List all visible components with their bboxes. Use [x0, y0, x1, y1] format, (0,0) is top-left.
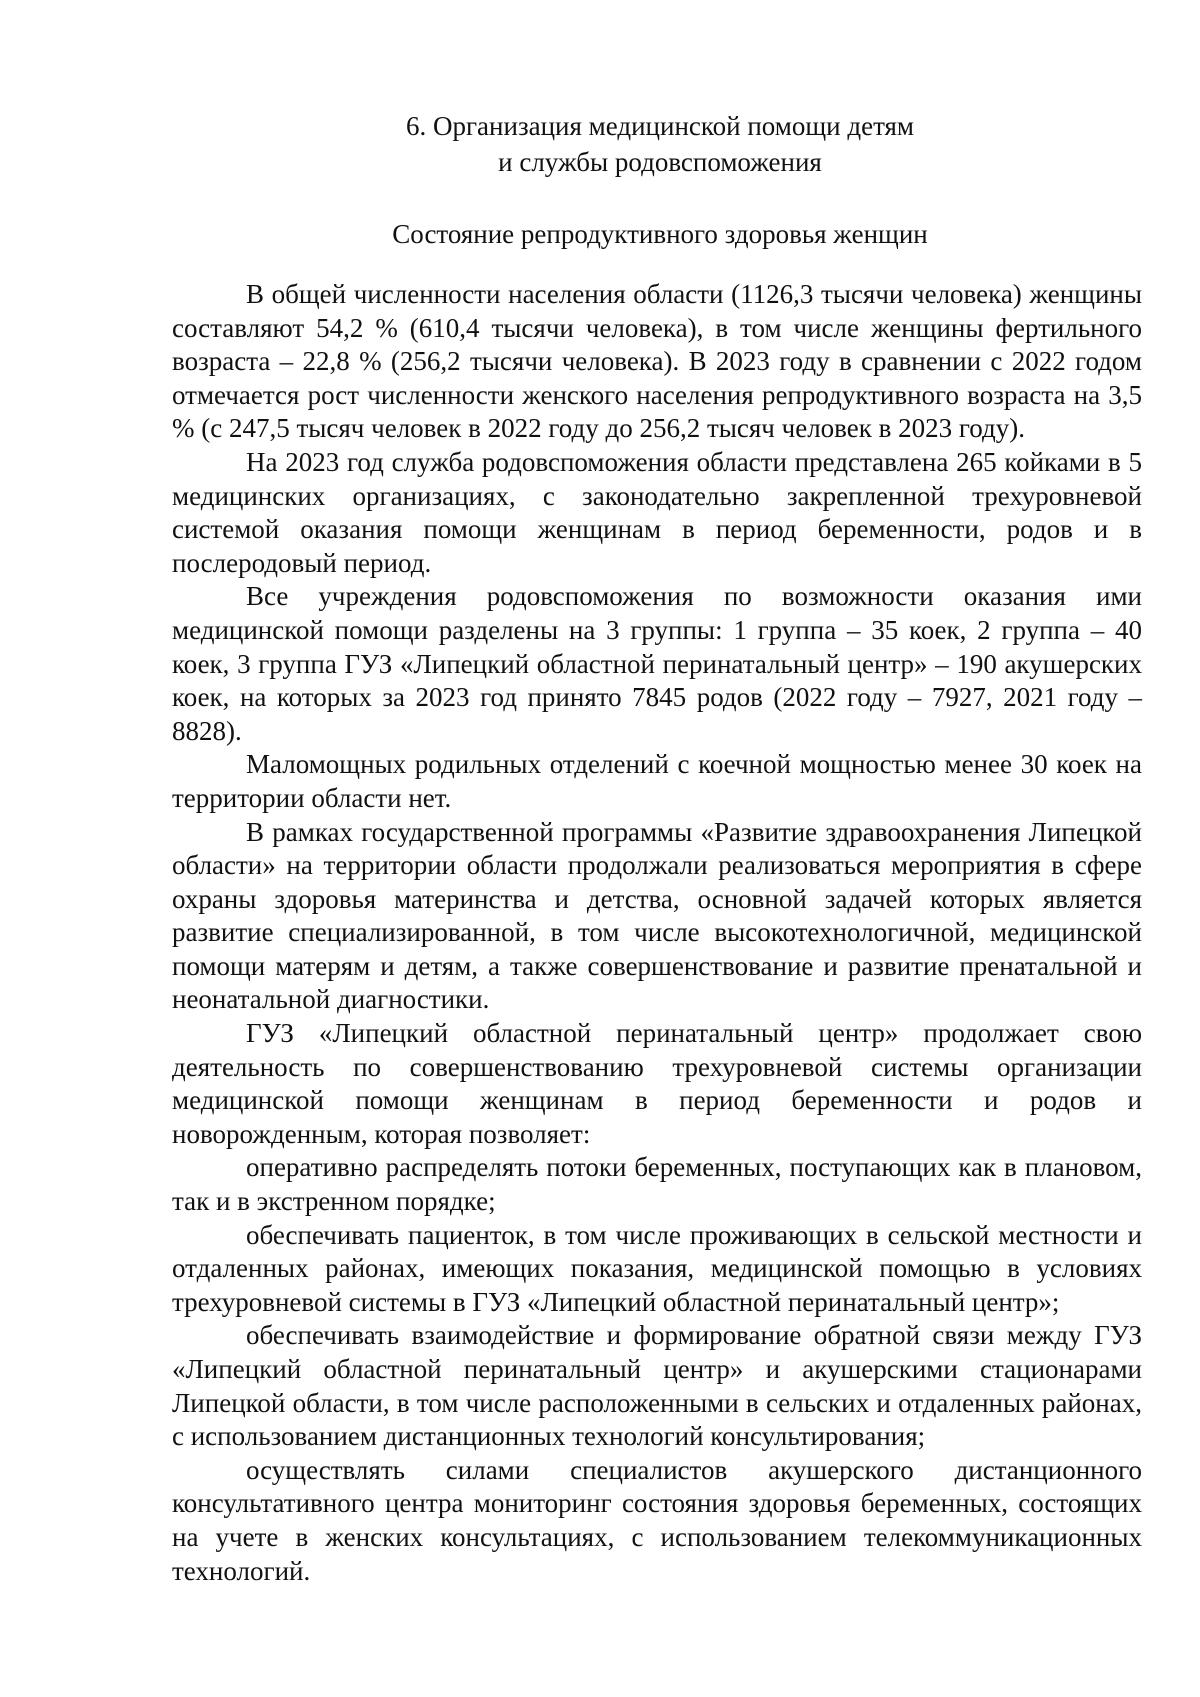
- paragraph-population: В общей численности населения области (1126,3 тысячи человека) женщины составляют 54,2 % (610,4 тысячи человека), в том числе женщины фертильного возраста – 22,8 % (256,2 тысячи человека). В 2023 году в сравнении с 2022 годом отмечается рост численности женского населения репродуктивного возраста на 3,5 % (с 247,5 тысяч человек в 2022 году до 256,2 тысяч человек в 2023 году).: [172, 279, 1142, 444]
- paragraph-state-program: В рамках государственной программы «Развитие здравоохранения Липецкой области» на территории области продолжали реализоваться мероприятия в сфере охраны здоровья материнства и детства, основной задачей которых является развитие специализированной, в том числе высокотехнологичной, медицинской помощи матерям и детям, а также совершенствование и развитие пренатальной и неонатальной диагностики.: [172, 816, 1142, 1015]
- paragraph-institution-groups: Все учреждения родовспоможения по возможности оказания ими медицинской помощи разделены на 3 группы: 1 группа – 35 коек, 2 группа – 40 коек, 3 группа ГУЗ «Липецкий областной перинатальный центр» – 190 акушерских коек, на которых за 2023 год принято 7845 родов (2022 году – 7927, 2021 году – 8828).: [172, 581, 1142, 746]
- paragraph-small-units: Маломощных родильных отделений с коечной мощностью менее 30 коек на территории области нет.: [172, 749, 1142, 813]
- list-item-monitoring: осуществлять силами специалистов акушерского дистанционного консультативного центра мониторинг состояния здоровья беременных, состоящих на учете в женских консультациях, с использованием телекоммуникационных технологий.: [172, 1454, 1142, 1586]
- list-item-provide-care: обеспечивать пациенток, в том числе проживающих в сельской местности и отдаленных районах, имеющих показания, медицинской помощью в условиях трехуровневой системы в ГУЗ «Липецкий областной перинатальный центр»;: [172, 1219, 1142, 1317]
- paragraph-obstetric-service: На 2023 год служба родовспоможения области представлена 265 койками в 5 медицинских организациях, с законодательно закрепленной трехуровневой системой оказания помощи женщинам в период беременности, родов и в послеродовый период.: [172, 446, 1142, 578]
- paragraph-perinatal-center: ГУЗ «Липецкий областной перинатальный центр» продолжает свою деятельность по совершенствованию трехуровневой системы организации медицинской помощи женщинам в период беременности и родов и новорожденным, которая позволяет:: [172, 1018, 1142, 1149]
- body-text: [172, 278, 1142, 1588]
- section-title-line-2: и службы родовспоможения: [498, 147, 822, 177]
- list-item-interaction: обеспечивать взаимодействие и формирование обратной связи между ГУЗ «Липецкий областной перинатальный центр» и акушерскими стационарами Липецкой области, в том числе расположенными в сельских и отдаленных районах, с использованием дистанционных технологий консультирования;: [172, 1320, 1142, 1452]
- list-item-distribute-flows: оперативно распределять потоки беременных, поступающих как в плановом, так и в экстренном порядке;: [172, 1152, 1142, 1217]
- section-title-line-1: 6. Организация медицинской помощи детям: [405, 111, 915, 141]
- section-title: [0, 108, 1200, 180]
- subsection-title: Состояние репродуктивного здоровья женщин: [392, 219, 928, 249]
